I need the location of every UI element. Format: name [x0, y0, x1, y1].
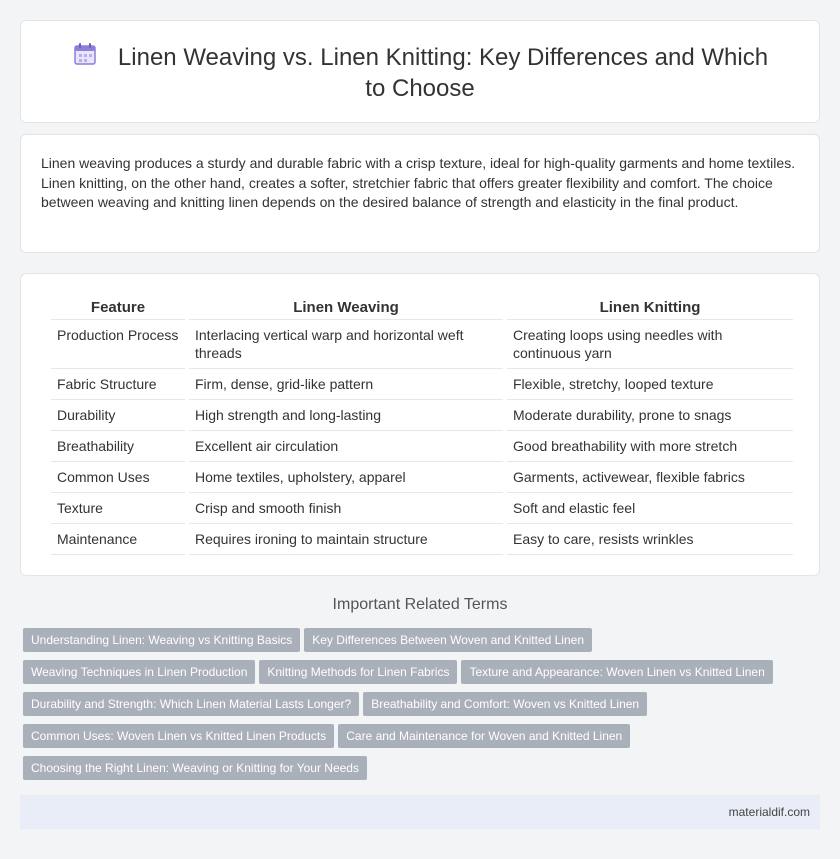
- footer: [20, 795, 820, 829]
- row-knitting: Garments, activewear, flexible fabrics: [507, 462, 793, 493]
- table-row: [51, 462, 793, 493]
- row-feature: Common Uses: [51, 462, 185, 493]
- row-feature: Texture: [51, 493, 185, 524]
- intro-card: [20, 134, 820, 253]
- row-knitting: Flexible, stretchy, looped texture: [507, 369, 793, 400]
- row-knitting: Moderate durability, prone to snags: [507, 400, 793, 431]
- table-row: [51, 400, 793, 431]
- row-knitting: Easy to care, resists wrinkles: [507, 524, 793, 555]
- row-weaving: Interlacing vertical warp and horizontal weft threads: [189, 320, 503, 369]
- intro-text: Linen weaving produces a sturdy and durable fabric with a crisp texture, ideal for high-quality garments and home textiles. Linen knitting, on the other hand, creates a softer, stretchier fabric that offers greater flexibility and comfort. The choice between weaving and knitting linen depends on the desired balance of strength and elasticity in the final product.: [41, 155, 796, 210]
- row-knitting: Creating loops using needles with continuous yarn: [507, 320, 793, 369]
- row-weaving: Requires ironing to maintain structure: [189, 524, 503, 555]
- table-header-row: [51, 296, 793, 320]
- header-linen-knitting: Linen Knitting: [507, 296, 793, 320]
- related-tag[interactable]: Breathability and Comfort: Woven vs Knitted Linen: [363, 692, 647, 716]
- comparison-card: [20, 273, 820, 576]
- row-knitting: Good breathability with more stretch: [507, 431, 793, 462]
- related-tag[interactable]: Knitting Methods for Linen Fabrics: [259, 660, 457, 684]
- table-row: [51, 320, 793, 369]
- table-row: [51, 493, 793, 524]
- comparison-table: [47, 296, 797, 555]
- related-terms-title: Important Related Terms: [332, 596, 508, 613]
- row-feature: Production Process: [51, 320, 185, 369]
- table-row: [51, 524, 793, 555]
- row-feature: Breathability: [51, 431, 185, 462]
- row-feature: Fabric Structure: [51, 369, 185, 400]
- related-tag[interactable]: Understanding Linen: Weaving vs Knitting Basics: [23, 628, 300, 652]
- footer-site-link[interactable]: materialdif.com: [728, 805, 810, 819]
- related-tag[interactable]: Care and Maintenance for Woven and Knitted Linen: [338, 724, 630, 748]
- title-card: [20, 20, 820, 123]
- page-title: Linen Weaving vs. Linen Knitting: Key Differences and Which to Choose: [117, 43, 769, 102]
- row-weaving: Crisp and smooth finish: [189, 493, 503, 524]
- header-linen-weaving: Linen Weaving: [189, 296, 503, 320]
- related-tag[interactable]: Durability and Strength: Which Linen Material Lasts Longer?: [23, 692, 359, 716]
- related-tag[interactable]: Choosing the Right Linen: Weaving or Knitting for Your Needs: [23, 756, 367, 780]
- header-feature: Feature: [51, 296, 185, 320]
- row-weaving: Firm, dense, grid-like pattern: [189, 369, 503, 400]
- related-tag[interactable]: Common Uses: Woven Linen vs Knitted Linen Products: [23, 724, 334, 748]
- related-tags: [23, 628, 813, 788]
- row-weaving: Excellent air circulation: [189, 431, 503, 462]
- row-weaving: Home textiles, upholstery, apparel: [189, 462, 503, 493]
- related-tag[interactable]: Key Differences Between Woven and Knitted Linen: [304, 628, 592, 652]
- table-row: [51, 431, 793, 462]
- related-tag[interactable]: Weaving Techniques in Linen Production: [23, 660, 255, 684]
- row-feature: Maintenance: [51, 524, 185, 555]
- related-tag[interactable]: Texture and Appearance: Woven Linen vs Knitted Linen: [461, 660, 772, 684]
- calendar-icon: [72, 41, 98, 74]
- table-row: [51, 369, 793, 400]
- row-weaving: High strength and long-lasting: [189, 400, 503, 431]
- row-feature: Durability: [51, 400, 185, 431]
- row-knitting: Soft and elastic feel: [507, 493, 793, 524]
- page-title-wrap: [61, 41, 779, 103]
